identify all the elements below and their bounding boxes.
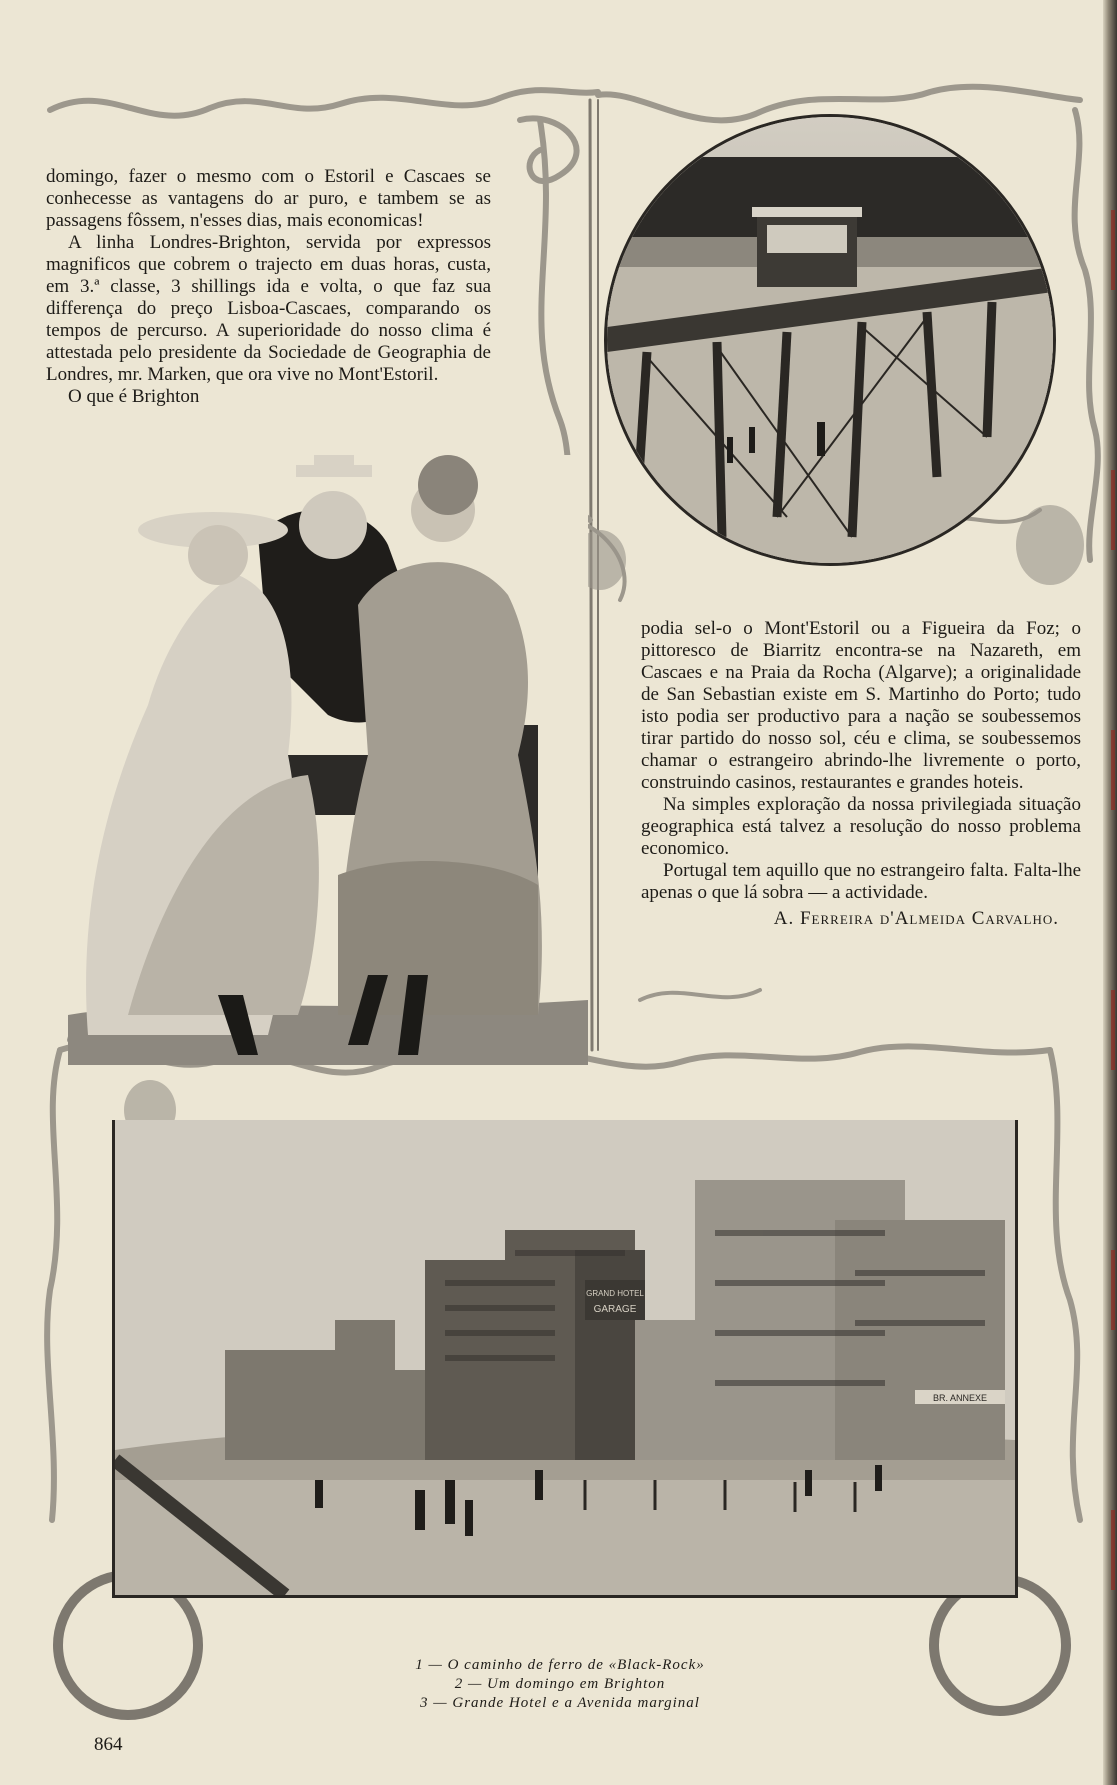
caption-1: 1 — O caminho de ferro de «Black-Rock»	[415, 1657, 705, 1673]
article-column-right	[641, 618, 1081, 930]
paragraph: Na simples exploração da nossa privilegiada situação geographica está talvez a resolução do nosso problema economico.	[641, 794, 1081, 859]
paragraph: O que é Brighton	[68, 386, 200, 407]
author-signature: A. Ferreira d'Almeida Carvalho.	[773, 908, 1059, 929]
paragraph: domingo, fazer o mesmo com o Estoril e Cascaes se conhecesse as vantagens do ar puro, e tambem se as passagens fôssem, n'esses dias, mais economicas!	[46, 166, 491, 231]
paragraph: Portugal tem aquillo que no estrangeiro falta. Falta-lhe apenas o que lá sobra — a actividade.	[641, 860, 1081, 903]
sign-grand-hotel: GRAND HOTEL	[586, 1289, 644, 1298]
page-number: 864	[94, 1734, 123, 1755]
photo-sunday-in-brighton	[68, 455, 588, 1065]
caption-2: 2 — Um domingo em Brighton	[454, 1676, 666, 1692]
article-column-left	[46, 166, 491, 408]
caption-3: 3 — Grande Hotel e a Avenida marginal	[420, 1695, 700, 1711]
paragraph: A linha Londres-Brighton, servida por expressos magnificos que cobrem o trajecto em duas horas, custa, em 3.ª classe, 3 shillings ida e volta, o que faz sua differença do preço Lisboa-Cascaes, comparando os tempos de percurso. A superioridade do nosso clima é attestada pelo presidente da Sociedade de Geographia de Londres, mr. Marken, que ora vive no Mont'Estoril.	[46, 232, 491, 385]
paragraph: podia sel-o o Mont'Estoril ou a Figueira da Foz; o pittoresco de Biarritz encontra-se na Nazareth, em Cascaes e na Praia da Rocha (Algarve); a originalidade de San Sebastian existe em S. Martinho do Porto; tudo isto podia ser productivo para a nação se soubessemos tirar partido do nosso sol, céu e clima, se soubessemos chamar o estrangeiro abrindo-lhe livremente o porto, construindo casinos, restaurantes e grandes hoteis.	[641, 618, 1081, 793]
photo-black-rock-railway	[604, 114, 1056, 566]
sign-annexe: BR. ANNEXE	[932, 1393, 988, 1403]
photo-grand-hotel-avenue	[112, 1120, 1018, 1598]
figure-captions	[300, 1656, 820, 1713]
sign-garage: GARAGE	[593, 1304, 637, 1315]
